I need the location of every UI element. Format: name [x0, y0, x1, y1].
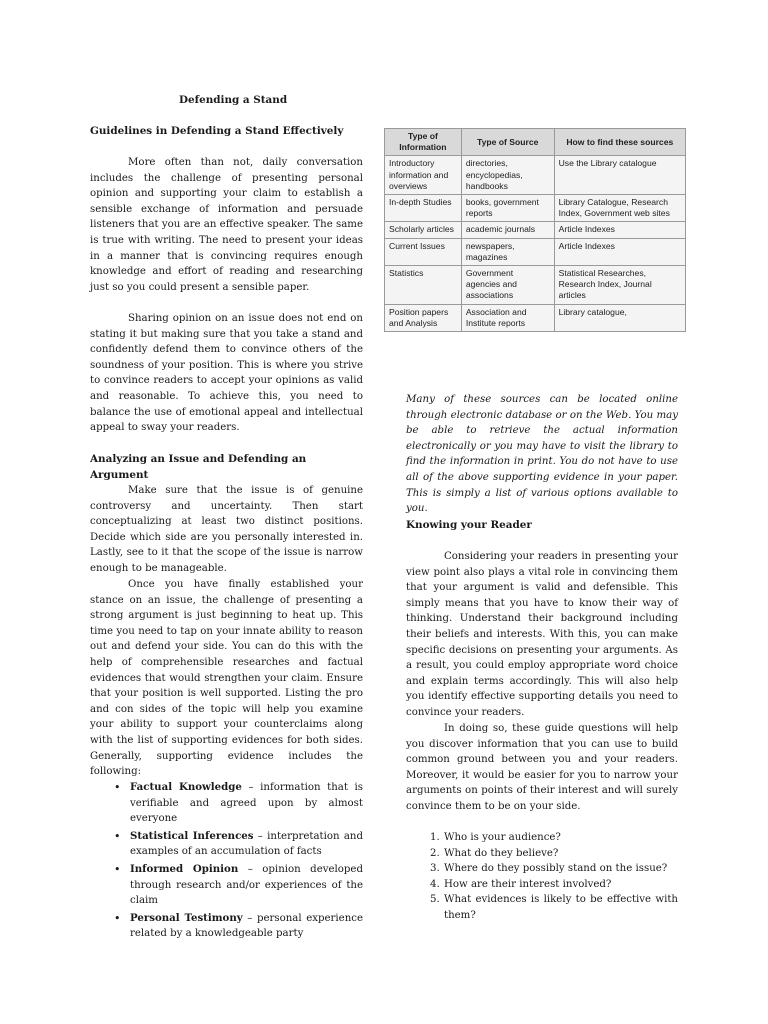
table-cell: Article Indexes — [554, 222, 685, 238]
evidence-description: – interpretation and examples of an accumulation of facts — [130, 830, 363, 858]
paragraph-guide-questions: In doing so, these guide questions will help you discover information that you can use to build common ground between you and your readers. Moreover, it would be easier for you to narrow your arguments on points of their interest and will surely convince them to be on your side. — [406, 723, 678, 812]
table-cell: Use the Library catalogue — [554, 156, 685, 195]
section-heading-guidelines: Guidelines in Defending a Stand Effectively — [90, 125, 344, 137]
list-item — [90, 780, 363, 827]
list-item — [406, 861, 678, 877]
table-cell: Statistics — [385, 266, 462, 305]
question-text: What do they believe? — [444, 847, 559, 859]
paragraph-sharing-opinion: Sharing opinion on an issue does not end on stating it but making sure that you take a stand and confidently defend them to convince others of the soundness of your position. This is where you strive to convince readers to accept your opinions as valid and reasonable. To achieve this, you need to balance the use of emotional appeal and intellectual appeal to sway your readers. — [90, 313, 363, 434]
list-number: 3. — [430, 863, 440, 875]
table-row — [385, 238, 686, 265]
list-number: 5. — [430, 894, 440, 906]
evidence-description: – personal experience related by a knowledgeable party — [130, 912, 363, 940]
list-item — [90, 862, 363, 909]
table-row — [385, 195, 686, 222]
table-cell: Position papers and Analysis — [385, 304, 462, 331]
evidence-term: Personal Testimony — [130, 911, 243, 924]
evidence-term: Informed Opinion — [130, 862, 239, 875]
page-title: Defending a Stand — [179, 94, 288, 106]
table-cell: Government agencies and associations — [461, 266, 554, 305]
bullet-icon: • — [114, 862, 121, 876]
sources-note: Many of these sources can be located online through electronic database or on the Web. You may be able to retrieve the actual information electronically or you may have to visit the library to find the information in print. You do not have to use all of the above supporting evidence in your paper. This is simply a list of various options available to you. — [406, 394, 678, 515]
table-header: How to find these sources — [554, 129, 685, 156]
table-cell: In-depth Studies — [385, 195, 462, 222]
list-item — [90, 829, 363, 860]
list-item — [406, 846, 678, 862]
table-cell: Scholarly articles — [385, 222, 462, 238]
bullet-icon: • — [114, 829, 121, 843]
table-header-row — [385, 129, 686, 156]
question-text: Where do they possibly stand on the issue? — [444, 863, 668, 875]
table-cell: academic journals — [461, 222, 554, 238]
table-row — [385, 156, 686, 195]
list-item — [90, 911, 363, 942]
list-number: 2. — [430, 847, 440, 859]
question-text: What evidences is likely to be effective with them? — [444, 894, 678, 921]
table-row — [385, 266, 686, 305]
paragraph-considering-readers: Considering your readers in presenting your view point also plays a vital role in convincing them that your argument is valid and defensible. This simply means that you have to know their way of thinking. Understand their background including their beliefs and interests. With this, you can make specific decisions on presenting your arguments. As a result, you could employ appropriate word choice and explain terms accordingly. This will also help you identify effective supporting details you need to convince your readers. — [406, 551, 678, 718]
table-cell: newspapers, magazines — [461, 238, 554, 265]
list-number: 4. — [430, 878, 440, 890]
section-heading-knowing-reader: Knowing your Reader — [406, 519, 532, 531]
evidence-description: – information that is verifiable and agreed upon by almost everyone — [130, 782, 364, 825]
bullet-icon: • — [114, 911, 121, 925]
guide-questions-list — [406, 830, 678, 924]
paragraph-stance: Once you have finally established your stance on an issue, the challenge of presenting a strong argument is just beginning to heat up. This time you need to tap on your innate ability to reason out and defend your side. You can do this with the help of comprehensible researches and factual evidences that would strengthen your claim. Ensure that your position is well supported. Listing the pro and con sides of the topic will help you examine your ability to support your counterclaims along with the list of supporting evidences for both sides. Generally, supporting evidence includes the following: — [90, 579, 363, 778]
question-text: Who is your audience? — [444, 832, 561, 843]
evidence-term: Factual Knowledge — [130, 781, 242, 793]
table-row — [385, 304, 686, 331]
list-number: 1. — [430, 832, 440, 843]
table-cell: Introductory information and overviews — [385, 156, 462, 195]
sources-table — [384, 128, 686, 332]
table-header: Type of Source — [461, 129, 554, 156]
paragraph-conversation: More often than not, daily conversation includes the challenge of presenting personal opinion and supporting your claim to establish a sensible exchange of information and persuade listeners that you are an effective speaker. The same is true with writing. The need to present your ideas in a manner that is convincing requires enough knowledge and effort of reading and researching just so you could present a sensible paper. — [90, 157, 363, 293]
bullet-icon: • — [114, 781, 121, 794]
paragraph-genuine-issue: Make sure that the issue is of genuine controversy and uncertainty. Then start conceptualizing at least two distinct positions. Decide which side are you personally interested in. Lastly, see to it that the scope of the issue is narrow enough to be manageable. — [90, 485, 363, 574]
list-item — [406, 877, 678, 893]
table-row — [385, 222, 686, 238]
list-item — [406, 892, 678, 923]
question-text: How are their interest involved? — [444, 878, 612, 890]
table-cell: Article Indexes — [554, 238, 685, 265]
table-cell: Library catalogue, — [554, 304, 685, 331]
table-cell: directories, encyclopedias, handbooks — [461, 156, 554, 195]
table-cell: Association and Institute reports — [461, 304, 554, 331]
table-cell: books, government reports — [461, 195, 554, 222]
evidence-list — [90, 780, 363, 944]
table-cell: Library Catalogue, Research Index, Government web sites — [554, 195, 685, 222]
table-cell: Current Issues — [385, 238, 462, 265]
evidence-term: Statistical Inferences — [130, 829, 254, 842]
list-item — [406, 830, 678, 846]
table-header: Type of Information — [385, 129, 462, 156]
table-cell: Statistical Researches, Research Index, Journal articles — [554, 266, 685, 305]
evidence-description: – opinion developed through research and/or experiences of the claim — [130, 863, 363, 907]
section-heading-analyzing: Analyzing an Issue and Defending an Argument — [90, 453, 307, 481]
